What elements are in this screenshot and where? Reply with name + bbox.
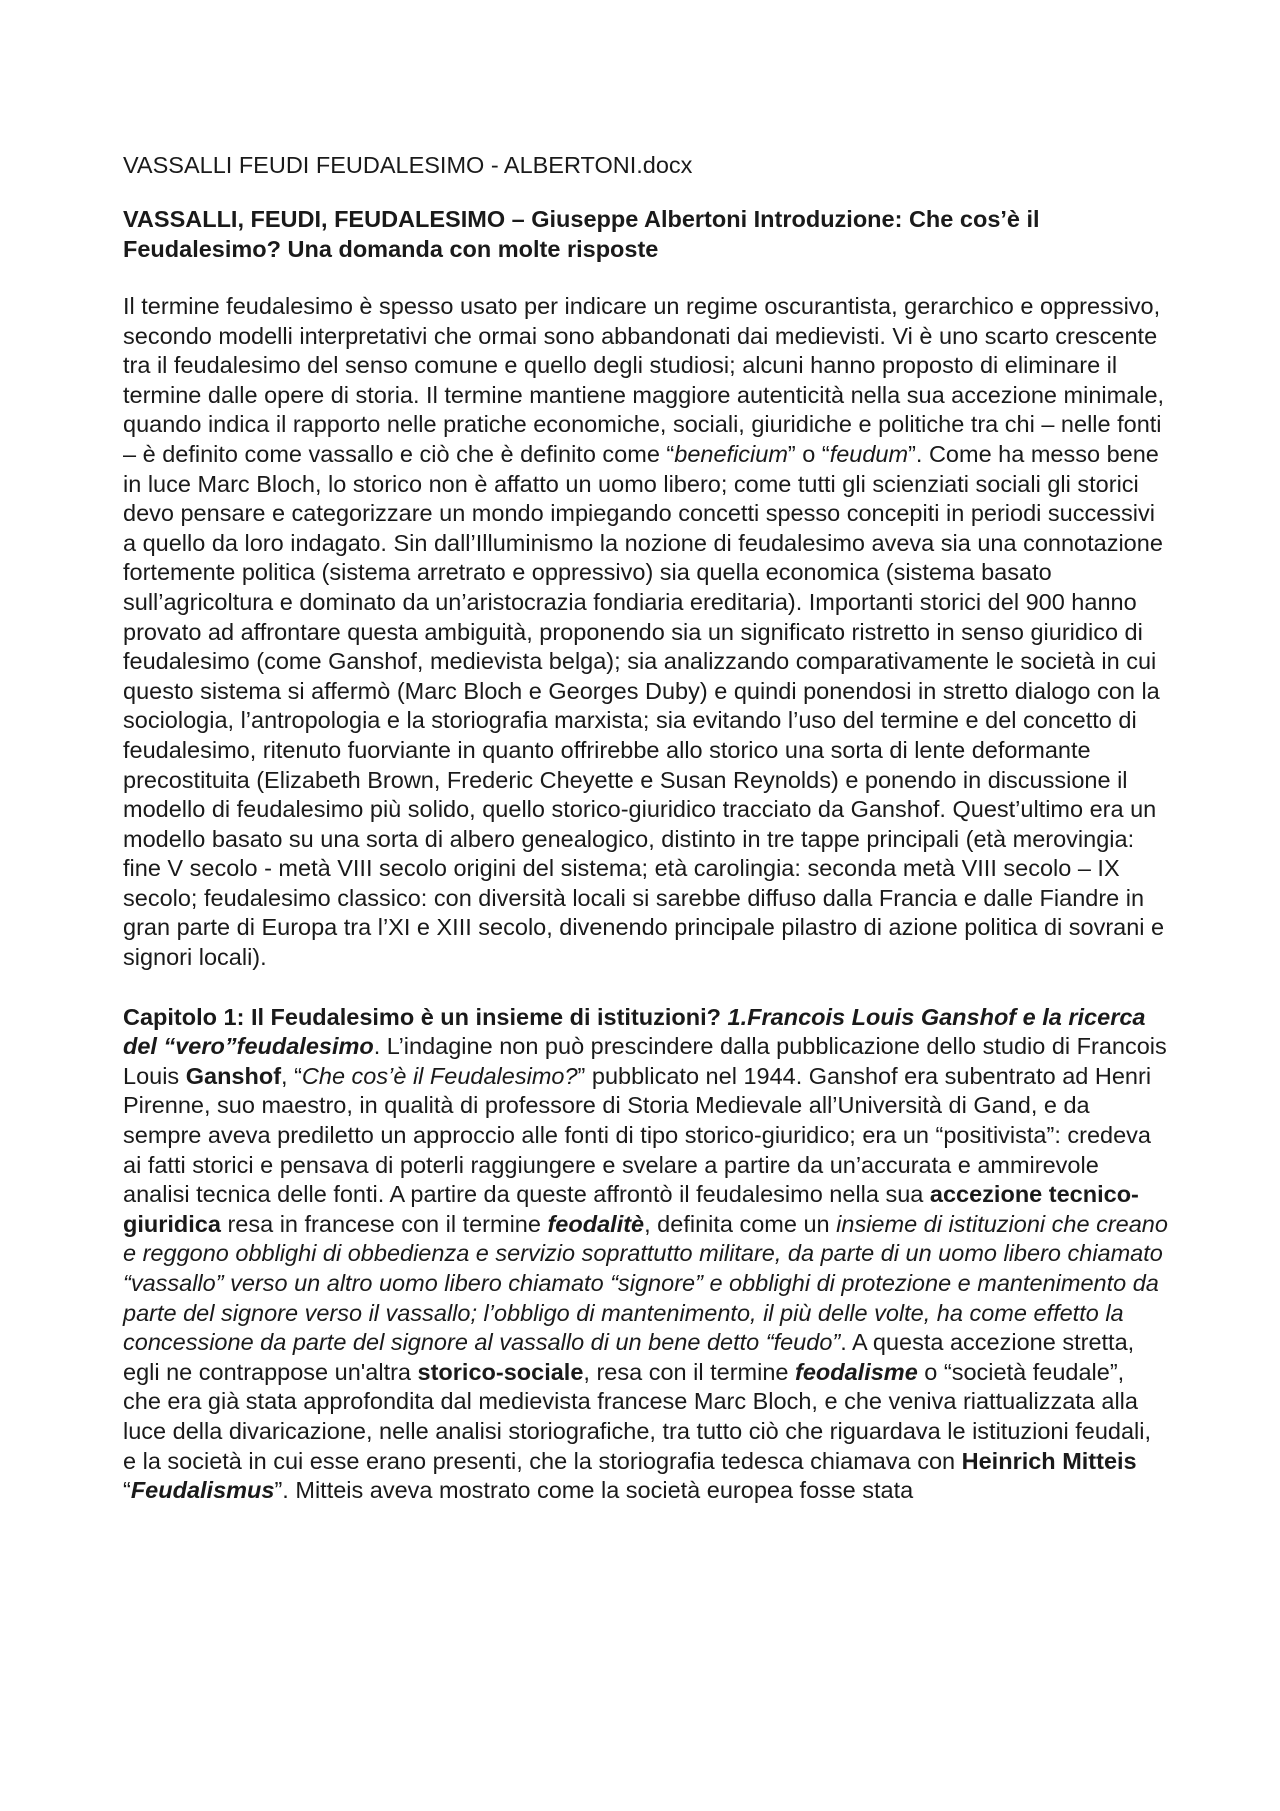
chapter1-text-5: , definita come un [644, 1210, 837, 1237]
term-feodalisme: feodalisme [795, 1358, 918, 1385]
feudalism-definition: insieme di istituzioni che creano e reggono obblighi di obbedienza e servizio soprattutto militare, da parte di un uomo libero chiamato “vassallo” verso un altro uomo libero chiamato “signore” e obblighi di protezione e mantenimento da parte del signore verso il vassallo; l’obbligo di mantenimento, il più delle volte, ha come effetto la concessione da parte del signore al vassallo di un bene detto “feudo” [123, 1210, 1168, 1356]
term-ganshof: Ganshof [185, 1062, 282, 1089]
document-page [123, 150, 1168, 1536]
chapter1-text-3: ” pubblicato nel 1944. Ganshof era subentrato ad Henri Pirenne, suo maestro, in qualità di professore di Storia Medievale all’Università di Gand, e da sempre aveva prediletto un approccio alle fonti di tipo storico-giuridico; era un “positivista”: credeva ai fatti storici e pensava di poterli raggiungere e svelare a partire da un’accurata e ammirevole analisi tecnica delle fonti. A partire da queste affrontò il feudalesimo nella sua [123, 1062, 1152, 1208]
chapter1-heading: Capitolo 1: Il Feudalesimo è un insieme di istituzioni? [123, 1003, 728, 1030]
intro-text-3: ”. Come ha messo bene in luce Marc Bloch, lo storico non è affatto un uomo libero; come tutti gli scienziati sociali gli storici devo pensare e categorizzare un mondo impiegando concetti spesso concepiti in periodi successivi a quello da loro indagato. Sin dall’Illuminismo la nozione di feudalesimo aveva sia una connotazione fortemente politica (sistema arretrato e oppressivo) sia quella economica (sistema basato sull’agricoltura e dominato da un’aristocrazia fondiaria ereditaria). Importanti storici del 900 hanno provato ad affrontare questa ambiguità, proponendo sia un significato ristretto in senso giuridico di feudalesimo (come Ganshof, medievista belga); sia analizzando comparativamente le società in cui questo sistema si affermò (Marc Bloch e Georges Duby) e quindi ponendosi in stretto dialogo con la sociologia, l’antropologia e la storiografia marxista; sia evitando l’uso del termine e del concetto di feudalesimo, ritenuto fuorviante in quanto offrirebbe allo storico una sorta di lente deformante precostituita (Elizabeth Brown, Frederic Cheyette e Susan Reynolds) e ponendo in discussione il modello di feudalesimo più solido, quello storico-giuridico tracciato da Ganshof. Quest’ultimo era un modello basato su una sorta di albero genealogico, distinto in tre tappe principali (età merovingia: fine V secolo - metà VIII secolo origini del sistema; età carolingia: seconda metà VIII secolo – IX secolo; feudalesimo classico: con diversità locali si sarebbe diffuso dalla Francia e dalle Fiandre in gran parte di Europa tra l’XI e XIII secolo, divenendo principale pilastro di azione politica di sovrani e signori locali). [123, 440, 1165, 971]
chapter1-text-8: o “società feudale”, che era già stata approfondita dal medievista francese Marc Bloch, e che veniva riattualizzata alla luce della divaricazione, nelle analisi storiografiche, tra tutto ciò che riguardava le istituzioni feudali, e la società in cui esse erano presenti, che la storiografia tedesca chiamava con [123, 1358, 1152, 1474]
term-beneficium: beneficium [674, 440, 788, 467]
chapter1-text-9: “ [123, 1477, 131, 1504]
chapter1-text-10: ”. Mitteis aveva mostrato come la società europea fosse stata [274, 1477, 914, 1504]
term-accezione: accezione tecnico-giuridica [123, 1181, 1139, 1237]
term-feudalismus: Feudalismus [130, 1477, 275, 1504]
intro-paragraph [123, 292, 1168, 973]
chapter1-section-title: 1.Francois Louis Ganshof e la ricerca del “vero”feudalesimo [123, 1003, 1146, 1060]
chapter1-paragraph [123, 1003, 1168, 1506]
term-mitteis: Heinrich Mitteis [961, 1447, 1137, 1474]
chapter1-text-4: resa in francese con il termine [220, 1210, 548, 1237]
intro-text-2: ” o “ [787, 440, 830, 467]
chapter1-text-1: . L’indagine non può prescindere dalla pubblicazione dello studio di Francois Louis [123, 1033, 1167, 1089]
intro-text-1: Il termine feudalesimo è spesso usato per indicare un regime oscurantista, gerarchico e oppressivo, secondo modelli interpretativi che ormai sono abbandonati dai medievisti. Vi è uno scarto crescente tra il feudalesimo del senso comune e quello degli studiosi; alcuni hanno proposto di eliminare il termine dalle opere di storia. Il termine mantiene maggiore autenticità nella sua accezione minimale, quando indica il rapporto nelle pratiche economiche, sociali, giuridiche e politiche tra chi – nelle fonti – è definito come vassallo e ciò che è definito come “ [123, 293, 1165, 467]
document-filename: VASSALLI FEUDI FEUDALESIMO - ALBERTONI.docx [123, 152, 693, 178]
book-title: Che cos’è il Feudalesimo? [301, 1062, 578, 1089]
term-feodalite: feodalitè [547, 1210, 645, 1237]
chapter1-text-6: . A questa accezione stretta, egli ne contrappose un'altra [123, 1329, 1135, 1385]
chapter1-text-2: , “ [281, 1062, 302, 1089]
document-heading: VASSALLI, FEUDI, FEUDALESIMO – Giuseppe Albertoni Introduzione: Che cos’è il Feudalesimo? Una domanda con molte risposte [123, 206, 1040, 262]
term-feudum: feudum [829, 440, 909, 467]
chapter1-text-7: , resa con il termine [583, 1358, 795, 1385]
term-storico-sociale: storico-sociale [417, 1358, 584, 1385]
